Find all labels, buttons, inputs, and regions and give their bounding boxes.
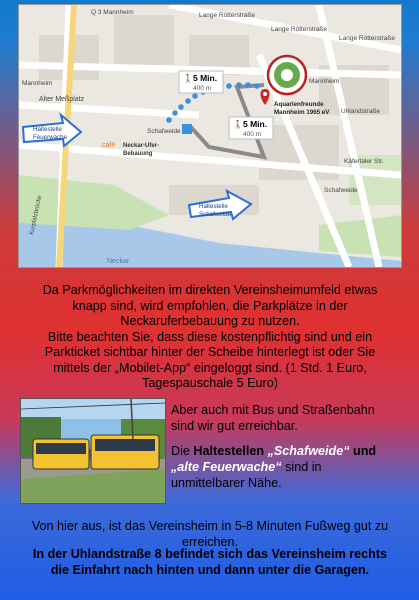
walk-paragraph: Von hier aus, ist das Vereinsheim in 5-8 Minuten Fußweg gut zu erreichen. bbox=[31, 519, 389, 549]
tram-photo bbox=[20, 398, 166, 504]
cafe-label: café bbox=[102, 142, 116, 149]
stop-label: Feuerwache bbox=[33, 134, 68, 141]
address-paragraph: In der Uhlandstraße 8 befindet sich das Vereinsheim rechts die Einfahrt nach hinten und dann unter die Garagen. bbox=[32, 547, 388, 577]
destination-label: Aquarienfreunde bbox=[274, 101, 324, 108]
walk-badge-time: 5 Min. bbox=[243, 119, 268, 129]
location-map bbox=[18, 4, 402, 268]
parking-paragraph: Da Parkmöglichkeiten im direkten Vereinsheimumfeld etwas knapp sind, wird empfohlen, die Parkplätze in der Neckaruferbebauung zu nutzen. Bitte beachten Sie, dass diese kostenpflichtig sind und ein Parkticket sichtbar hinter der Scheibe hinterlegt ist oder Sie mittels der „Mobilet-App“ eingeloggt sind. (1 Std. 1 Euro, Tagespauschale 5 Euro) bbox=[42, 283, 378, 390]
walk-badge-distance: 400 m bbox=[243, 131, 262, 138]
street-label: Alter Meßplatz bbox=[39, 96, 85, 103]
parking-label: Bebauung bbox=[123, 151, 153, 157]
street-label: Käfertaler Str. bbox=[344, 158, 384, 165]
map-svg bbox=[19, 5, 401, 267]
stop-schafweide: „Schafweide“ bbox=[267, 444, 350, 458]
destination-label: Mannheim 1965 eV bbox=[274, 109, 330, 116]
street-label: Schafweide bbox=[324, 187, 358, 194]
stop-feuerwache: „alte Feuerwache“ bbox=[171, 460, 282, 474]
stop-label: Haltestelle bbox=[33, 126, 62, 133]
parking-marker bbox=[182, 124, 192, 134]
stop-label: Haltestelle bbox=[199, 203, 228, 210]
parking-label: Neckar-Ufer- bbox=[123, 143, 160, 149]
svg-text:🚶: 🚶 bbox=[183, 74, 193, 83]
street-label: Kurpfalzbrücke bbox=[29, 195, 44, 236]
street-label: Lange Rötterstraße bbox=[199, 12, 256, 19]
street-label: Uhlandstraße bbox=[341, 108, 381, 115]
stop-label: Schafweide bbox=[199, 211, 231, 218]
svg-text:🚶: 🚶 bbox=[233, 120, 243, 129]
walk-badge-time: 5 Min. bbox=[193, 73, 218, 83]
transit-text: Aber auch mit Bus und Straßenbahn sind wir gut erreichbar. bbox=[171, 403, 375, 433]
river-label: Neckar bbox=[107, 258, 130, 265]
street-label: Lange Rötterstraße bbox=[271, 26, 328, 33]
street-label: Mannheim bbox=[309, 78, 340, 85]
street-label: Schafweide bbox=[147, 128, 181, 135]
street-label: Lange Rötterstraße bbox=[339, 35, 396, 42]
street-label: Q 3 Mannheim bbox=[91, 9, 134, 16]
stops-text: Die Haltestellen „Schafweide“ und „alte Feuerwache“ sind in unmittelbarer Nähe. bbox=[171, 444, 377, 490]
street-label: Mannheim bbox=[22, 80, 53, 87]
walk-badge-distance: 400 m bbox=[193, 85, 212, 92]
